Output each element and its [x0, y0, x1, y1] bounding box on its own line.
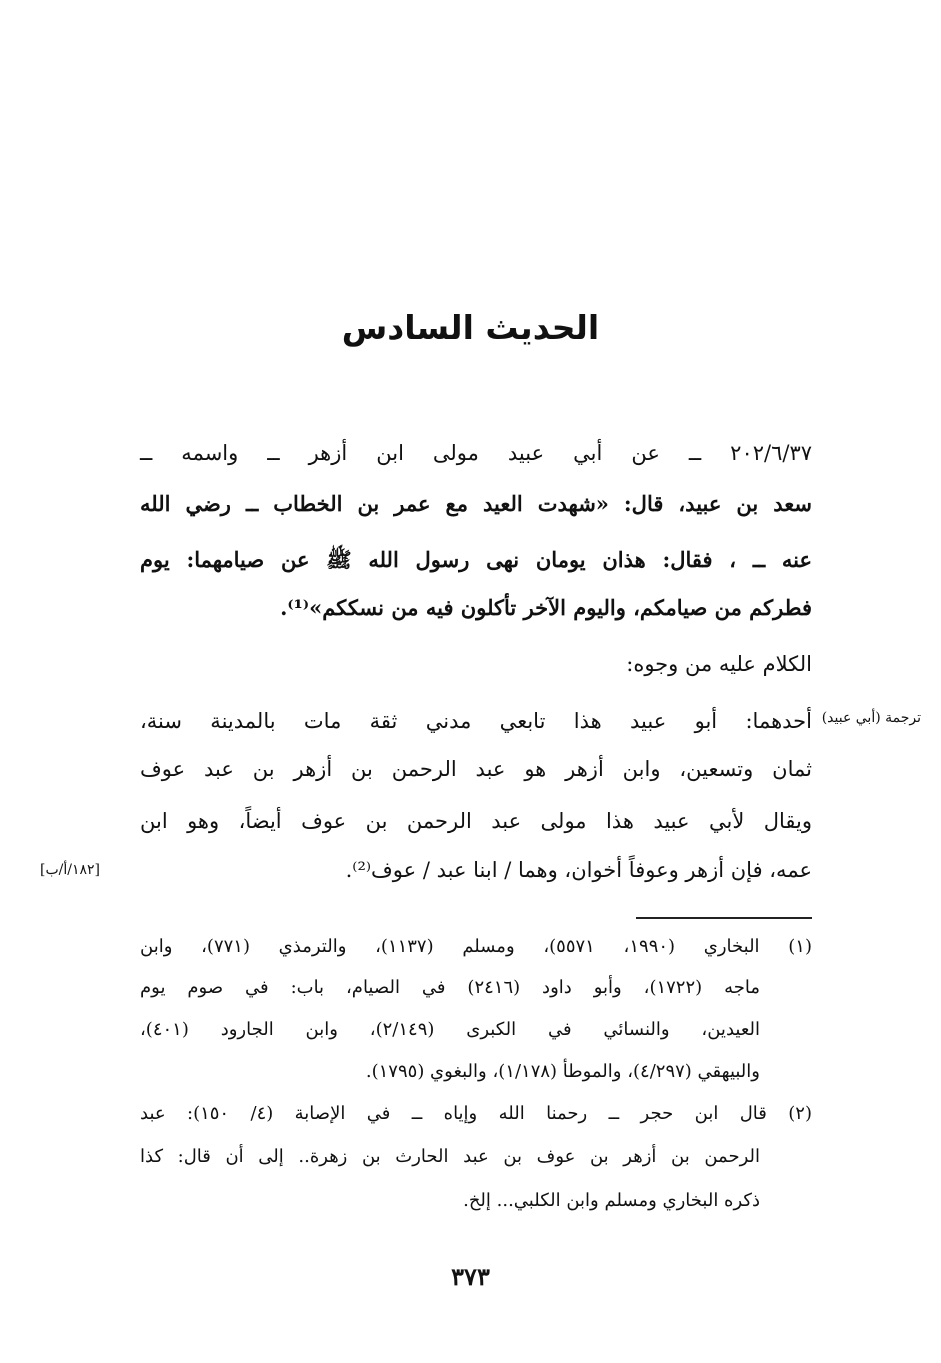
page-number: ٣٧٣: [451, 1262, 490, 1291]
body-line-2: سعد بن عبيد، قال: «شهدت العيد مع عمر بن الخطاب ــ رضي الله: [140, 491, 812, 516]
footnote-2-line-3: ذكره البخاري ومسلم وابن الكلبي... إلخ.: [463, 1190, 760, 1211]
body-line-8: ويقال لأبي عبيد هذا مولى عبد الرحمن بن عوف أيضاً، وهو ابن: [140, 809, 812, 833]
biography-margin-note: ترجمة (أبي عبيد): [821, 710, 921, 726]
body-line-5: الكلام عليه من وجوه:: [626, 652, 812, 676]
body-line-6: أحدهما: أبو عبيد هذا تابعي مدني ثقة مات بالمدينة سنة،: [140, 709, 812, 733]
body-line-9: عمه، فإن أزهر وعوفاً أخوان، وهما / ابنا عبد / عوف⁽²⁾.: [345, 858, 812, 882]
footnote-2-line-2: الرحمن بن أزهر بن عوف بن عبد الحارث بن زهرة.. إلى أن قال: كذا: [140, 1146, 760, 1167]
footnote-1-line-3: العيدين، والنسائي في الكبرى (٢/١٤٩)، وابن الجارود (٤٠١)،: [140, 1019, 760, 1040]
manuscript-reference: [١٨٢/أ/ب]: [40, 862, 101, 878]
footnote-1-line-2: ماجه (١٧٢٢)، وأبو داود (٢٤١٦) في الصيام، باب: في صوم يوم: [140, 977, 760, 998]
body-line-3: عنه ــ ، فقال: هذان يومان نهى رسول الله ﷺ عن صيامهما: يوم: [140, 547, 812, 572]
body-line-1: ٢٠٢/٦/٣٧ ــ عن أبي عبيد مولى ابن أزهر ــ واسمه ــ: [140, 441, 812, 465]
footnote-1-line-1: (١) البخاري (١٩٩٠، ٥٥٧١)، ومسلم (١١٣٧)، والترمذي (٧٧١)، وابن: [140, 936, 812, 957]
page-title: الحديث السادس: [341, 308, 600, 347]
footnote-2-line-1: (٢) قال ابن حجر ــ رحمنا الله وإياه ــ في الإصابة (٤/ ١٥٠): عبد: [140, 1103, 812, 1124]
body-line-4: فطركم من صيامكم، واليوم الآخر تأكلون فيه من نسككم»⁽¹⁾.: [280, 595, 812, 620]
footnote-1-line-4: والبيهقي (٤/٢٩٧)، والموطأ (١/١٧٨)، والبغوي (١٧٩٥).: [365, 1061, 760, 1082]
footnote-separator: [636, 917, 812, 919]
body-line-7: ثمان وتسعين، وابن أزهر هو عبد الرحمن بن أزهر بن عبد عوف: [140, 757, 812, 781]
